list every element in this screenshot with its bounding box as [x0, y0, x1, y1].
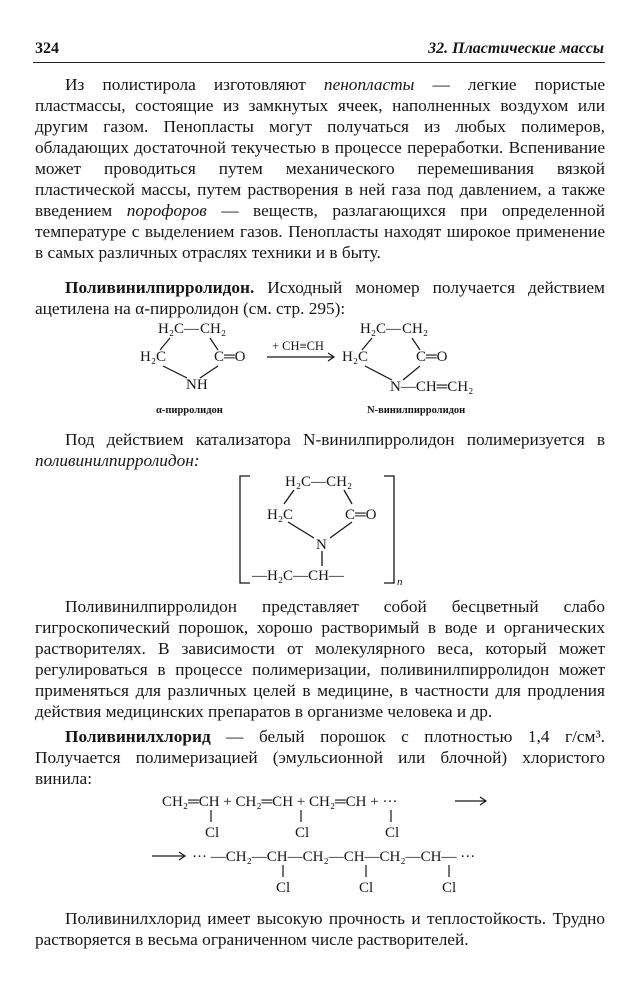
term-penoplasty: пенопласты [323, 75, 415, 94]
s1-right-caption: N-винилпирролидон [367, 405, 466, 416]
s1-left-nh: NH [186, 377, 208, 393]
s1-right-top-right: CH₂ [402, 321, 429, 337]
s3-l2-cl-1: Cl [276, 880, 291, 896]
paragraph-pvc-properties [35, 908, 605, 950]
s1-left-top-bond: — [184, 321, 199, 337]
paragraph-pvc [35, 726, 605, 789]
s1-arrow-label: + CH≡CH [272, 339, 324, 353]
p3-text: Под действием катализатора N-винилпирролидон полимеризуется в [65, 430, 605, 449]
paragraph-foam-plastics [35, 74, 605, 263]
term-pvp: поливинилпирролидон: [35, 451, 200, 470]
p6-text: Поливинилхлорид имеет высокую прочность и теплостойкость. Трудно растворяется в весьма ограниченном числе растворителей. [35, 909, 605, 949]
s3-l2-cl-2: Cl [359, 880, 374, 896]
s1-left-co: C═O [214, 349, 246, 365]
s1-left-top-right: CH₂ [200, 321, 227, 337]
s3-line2: ··· —CH₂—CH—CH₂—CH—CH₂—CH— ··· [192, 849, 476, 865]
header-rule [33, 62, 605, 63]
paragraph-pvp-heading [35, 277, 605, 319]
s2-n: N [316, 537, 327, 553]
s3-l1-cl-3: Cl [385, 825, 400, 841]
s1-left-mid-left: H₂C [140, 349, 167, 365]
section-title-pvp: Поливинилпирролидон. [65, 278, 255, 297]
s1-left-caption: α-пирролидон [156, 405, 223, 416]
s2-chain: —H₂C—CH— [252, 568, 344, 584]
section-title-pvc: Поливинилхлорид [65, 727, 211, 746]
s1-right-n-group: N—CH═CH₂ [390, 379, 474, 395]
s2-top: H₂C—CH₂ [285, 474, 353, 490]
s2-co: C═O [345, 507, 377, 523]
p4-text: Поливинилпирролидон представляет собой бесцветный слабо гигроскопический порошок, хорошо растворимый в воде и органических растворителях. В зависимости от молекулярного веса, который может регулироваться в процессе полимеризации, поливинилпирролидон может применяться для различных целей в медицине, в частности для продления действия медицинских препаратов в организме человека и др. [35, 597, 605, 721]
term-porofory: порофоров [126, 201, 207, 220]
paragraph-pvp-properties [35, 596, 605, 722]
page-header [0, 40, 634, 64]
running-title: 32. Пластические массы [428, 40, 604, 57]
p1-text-3: — веществ, разлагающихся при определенной температуре с выделением газов. Пенопласты находят широкое применение в самых различных отраслях техники и в быту. [35, 201, 605, 262]
s1-right-co: C═O [416, 349, 448, 365]
s1-left-top-left: H₂C [158, 321, 185, 337]
s3-l1-cl-1: Cl [205, 825, 220, 841]
p1-text-2: — легкие пористые пластмассы, состоящие из замкнутых ячеек, наполненных воздухом или другим газом. Пенопласты могут получаться из любых полимеров, обладающих достаточной текучестью в процессе переработки. Вспенивание может проводиться путем механического перемешивания вязкой пластической массы, путем растворения в ней газа под давлением, а также введением [35, 75, 605, 220]
p5-text: — белый порошок с плотностью 1,4 г/см³. Получается полимеризацией (эмульсионной или блочной) хлористого винила: [35, 727, 605, 788]
s3-line1: CH₂═CH + CH₂═CH + CH₂═CH + ··· [162, 794, 398, 810]
p2-text: Исходный мономер получается действием ацетилена на α-пирролидон (см. стр. 295): [35, 278, 605, 318]
page-number: 324 [35, 40, 59, 57]
s3-l1-cl-2: Cl [295, 825, 310, 841]
s1-right-top-left: H₂C [360, 321, 387, 337]
p1-text-1: Из полистирола изготовляют [65, 75, 324, 94]
s2-mid-left: H₂C [267, 507, 294, 523]
s2-subscript-n: n [397, 576, 403, 588]
paragraph-polymerization [35, 429, 605, 471]
s3-l2-cl-3: Cl [442, 880, 457, 896]
s1-right-top-bond: — [386, 321, 401, 337]
s1-right-mid-left: H₂C [342, 349, 369, 365]
